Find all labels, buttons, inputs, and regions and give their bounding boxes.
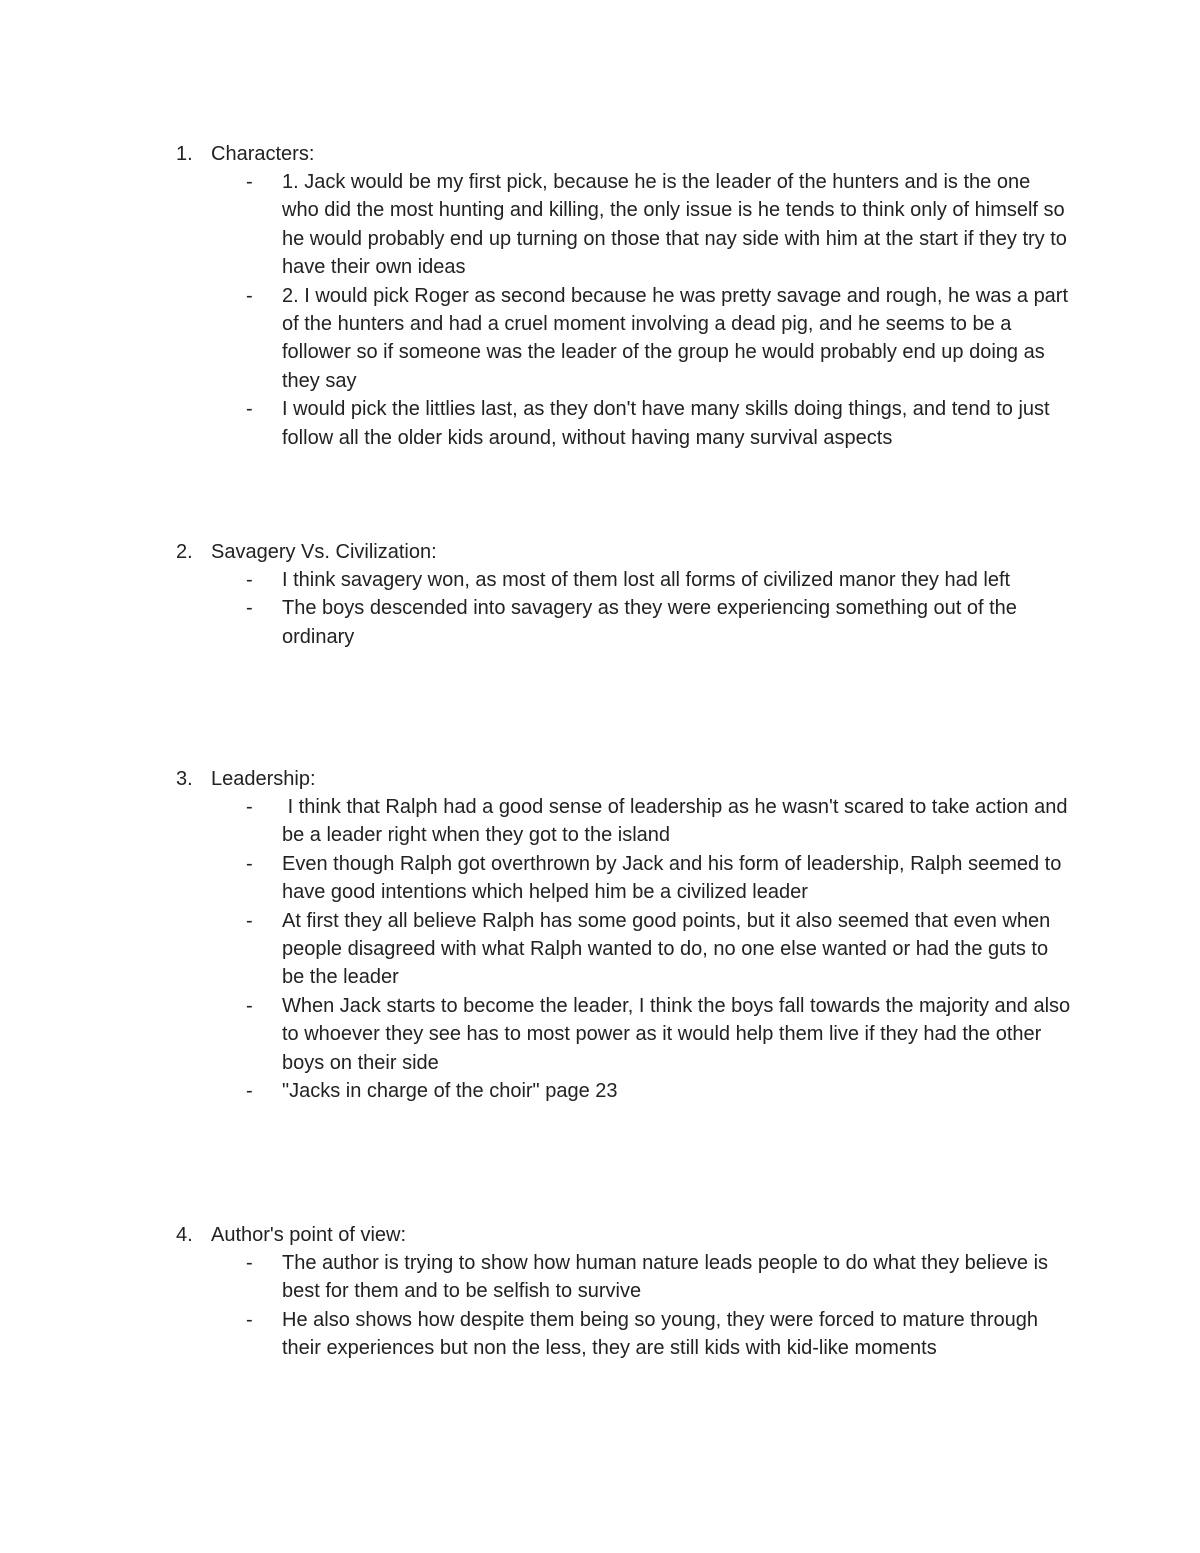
section-heading <box>0 765 1200 793</box>
dash-marker: - <box>246 1252 253 1274</box>
list-item <box>0 282 1200 396</box>
bullet-text: 2. I would pick Roger as second because he was pretty savage and rough, he was a part of the hunters and had a cruel moment involving a dead pig, and he seems to be a follower so if someone was the leader of the group he would probably end up doing as they say <box>282 284 1074 392</box>
dash-marker: - <box>246 796 253 818</box>
list-item <box>0 850 1200 907</box>
bullet-list <box>0 1249 1200 1363</box>
section-characters <box>0 140 1200 452</box>
section-heading <box>0 1221 1200 1249</box>
bullet-text: The author is trying to show how human nature leads people to do what they believe is best for them and to be selfish to survive <box>282 1252 1054 1303</box>
bullet-text: When Jack starts to become the leader, I think the boys fall towards the majority and also to whoever they see has to most power as it would help them live if they had the other boys on their side <box>282 994 1076 1074</box>
list-item <box>0 1249 1200 1306</box>
dash-marker: - <box>246 569 253 591</box>
section-leadership <box>0 765 1200 1105</box>
bullet-list <box>0 793 1200 1105</box>
list-item <box>0 566 1200 594</box>
dash-marker: - <box>246 597 253 620</box>
dash-marker: - <box>246 1308 253 1331</box>
bullet-text: 1. Jack would be my first pick, because he is the leader of the hunters and is the one who did the most hunting and killing, the only issue is he tends to think only of himself so he would probably end up turning on those that nay side with him at the start if they try to have their own ideas <box>282 171 1073 279</box>
dash-marker: - <box>246 171 253 193</box>
bullet-text: I think savagery won, as most of them lost all forms of civilized manor they had left <box>282 569 1011 591</box>
section-authors-point-of-view <box>0 1221 1200 1363</box>
list-item <box>0 395 1200 452</box>
section-savagery <box>0 538 1200 651</box>
bullet-text: I think that Ralph had a good sense of leadership as he wasn't scared to take action and be a leader right when they got to the island <box>282 796 1074 847</box>
section-number: 3. <box>176 768 193 790</box>
dash-marker: - <box>246 398 253 421</box>
bullet-text: He also shows how despite them being so young, they were forced to mature through their experiences but non the less, they are still kids with kid-like moments <box>282 1308 1044 1360</box>
section-heading <box>0 140 1200 168</box>
bullet-text: The boys descended into savagery as they were experiencing something out of the ordinary <box>282 597 1023 648</box>
dash-marker: - <box>246 994 253 1017</box>
dash-marker: - <box>246 284 253 307</box>
dash-marker: - <box>246 909 253 932</box>
dash-marker: - <box>246 852 253 875</box>
dash-marker: - <box>246 1080 253 1103</box>
list-item <box>0 907 1200 992</box>
bullet-text: At first they all believe Ralph has some good points, but it also seemed that even when people disagreed with what Ralph wanted to do, no one else wanted or had the guts to be the leader <box>282 909 1056 989</box>
list-item <box>0 992 1200 1077</box>
bullet-text: I would pick the littlies last, as they don't have many skills doing things, and tend to just follow all the older kids around, without having many survival aspects <box>282 398 1056 449</box>
section-heading <box>0 538 1200 566</box>
list-item <box>0 168 1200 282</box>
section-title: Characters: <box>211 143 315 165</box>
list-item <box>0 1077 1200 1105</box>
section-title: Leadership: <box>211 768 316 790</box>
section-number: 4. <box>176 1224 193 1246</box>
list-item <box>0 793 1200 850</box>
bullet-text: "Jacks in charge of the choir" page 23 <box>282 1080 618 1103</box>
bullet-list <box>0 566 1200 651</box>
bullet-list <box>0 168 1200 452</box>
list-item <box>0 594 1200 651</box>
section-title: Author's point of view: <box>211 1224 407 1246</box>
list-item <box>0 1306 1200 1363</box>
section-title: Savagery Vs. Civilization: <box>211 541 437 563</box>
section-number: 2. <box>176 541 193 563</box>
bullet-text: Even though Ralph got overthrown by Jack and his form of leadership, Ralph seemed to have good intentions which helped him be a civilized leader <box>282 852 1067 904</box>
section-number: 1. <box>176 143 193 165</box>
